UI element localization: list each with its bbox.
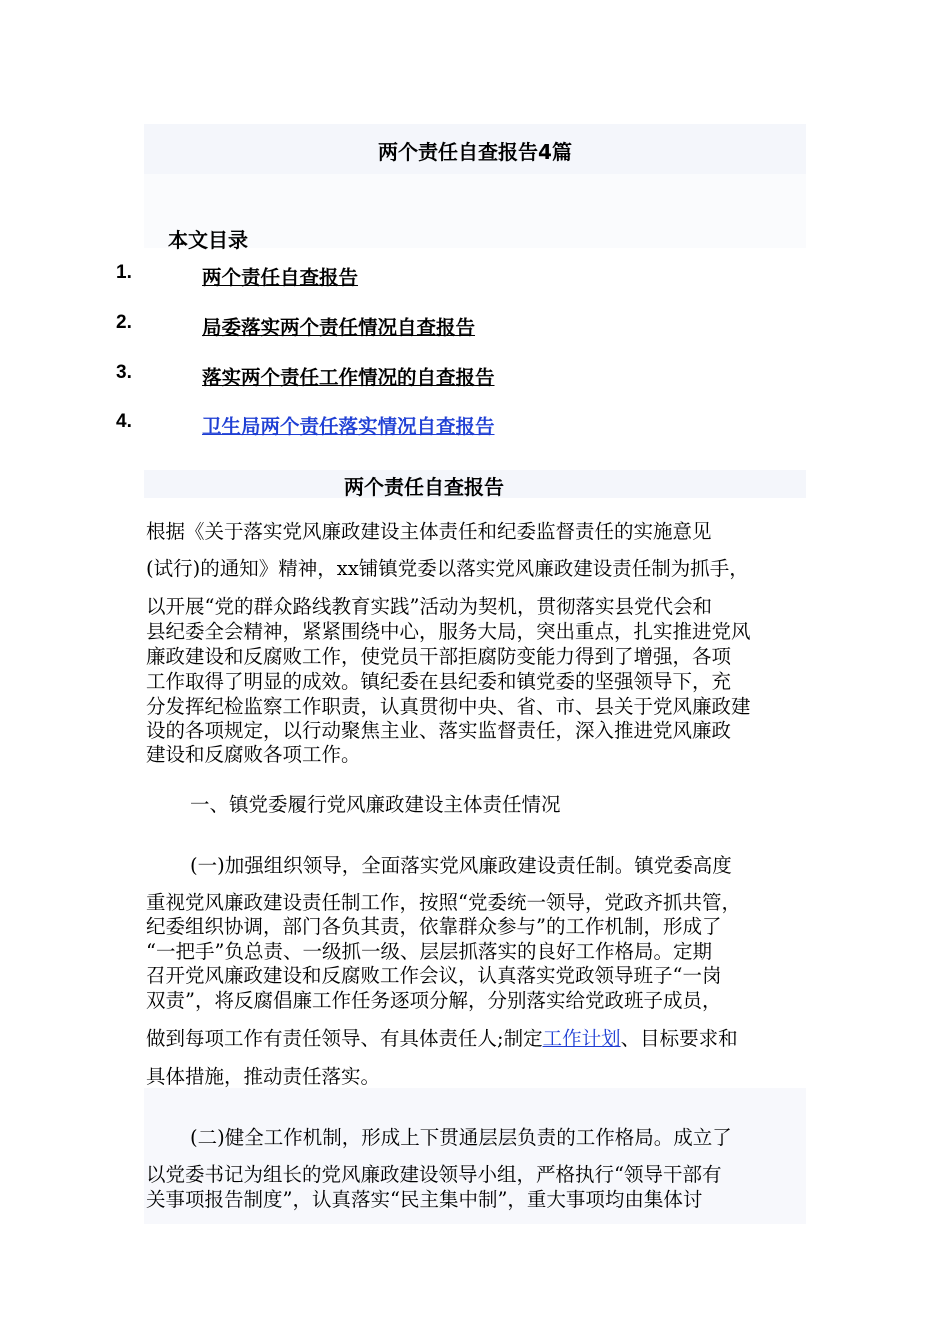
toc-number: 1.	[116, 262, 132, 283]
section-heading: 一、镇党委履行党风廉政建设主体责任情况	[190, 793, 561, 816]
body-line: 重视党风廉政建设责任制工作，按照“党委统一领导，党政齐抓共管，	[146, 891, 741, 914]
toc-heading: 本文目录	[168, 228, 248, 252]
body-line: (二)健全工作机制，形成上下贯通层层负责的工作格局。成立了	[190, 1126, 732, 1149]
body-line	[146, 1029, 738, 1049]
body-line: 廉政建设和反腐败工作，使党员干部拒腐防变能力得到了增强，各项	[146, 645, 732, 668]
toc-link[interactable]: 两个责任自查报告	[202, 266, 359, 289]
toc-item	[0, 312, 950, 342]
toc-number: 2.	[116, 312, 132, 333]
body-line: 建设和反腐败各项工作。	[146, 743, 361, 766]
toc-link[interactable]: 卫生局两个责任落实情况自查报告	[202, 415, 495, 438]
toc-item	[0, 362, 950, 392]
body-line: 分发挥纪检监察工作职责，认真贯彻中央、省、市、县关于党风廉政建	[146, 695, 751, 718]
body-line: 具体措施，推动责任落实。	[146, 1065, 381, 1088]
body-line: 以开展“党的群众路线教育实践”活动为契机，贯彻落实县党代会和	[146, 595, 712, 618]
body-text: 、目标要求和	[620, 1027, 738, 1050]
toc-number: 4.	[116, 411, 132, 432]
body-line: 双责”，将反腐倡廉工作任务逐项分解，分别落实给党政班子成员，	[146, 989, 722, 1012]
toc-link[interactable]: 落实两个责任工作情况的自查报告	[202, 366, 495, 389]
body-line: 工作取得了明显的成效。镇纪委在县纪委和镇党委的坚强领导下，充	[146, 670, 732, 693]
section-title: 两个责任自查报告	[344, 475, 504, 499]
body-line: 以党委书记为组长的党风廉政建设领导小组，严格执行“领导干部有	[146, 1163, 722, 1186]
body-line: 关事项报告制度”，认真落实“民主集中制”，重大事项均由集体讨	[146, 1188, 703, 1211]
body-line: (一)加强组织领导，全面落实党风廉政建设责任制。镇党委高度	[190, 854, 732, 877]
body-line: 召开党风廉政建设和反腐败工作会议，认真落实党政领导班子“一岗	[146, 964, 722, 987]
toc-number: 3.	[116, 362, 132, 383]
body-line: “一把手”负总责、一级抓一级、层层抓落实的良好工作格局。定期	[146, 940, 712, 963]
toc-link[interactable]: 局委落实两个责任情况自查报告	[202, 316, 476, 339]
toc-item	[0, 411, 950, 441]
body-line: 设的各项规定，以行动聚焦主业、落实监督责任，深入推进党风廉政	[146, 719, 732, 742]
body-line: 根据《关于落实党风廉政建设主体责任和纪委监督责任的实施意见	[146, 520, 712, 543]
document-title: 两个责任自查报告4篇	[378, 140, 572, 164]
toc-item	[0, 262, 950, 292]
work-plan-link[interactable]: 工作计划	[542, 1027, 621, 1050]
body-text: 做到每项工作有责任领导、有具体责任人;制定	[146, 1027, 543, 1050]
body-line: (试行)的通知》精神，xx铺镇党委以落实党风廉政建设责任制为抓手，	[146, 557, 749, 580]
body-line: 纪委组织协调，部门各负其责，依靠群众参与”的工作机制，形成了	[146, 915, 722, 938]
body-line: 县纪委全会精神，紧紧围绕中心，服务大局，突出重点，扎实推进党风	[146, 620, 751, 643]
